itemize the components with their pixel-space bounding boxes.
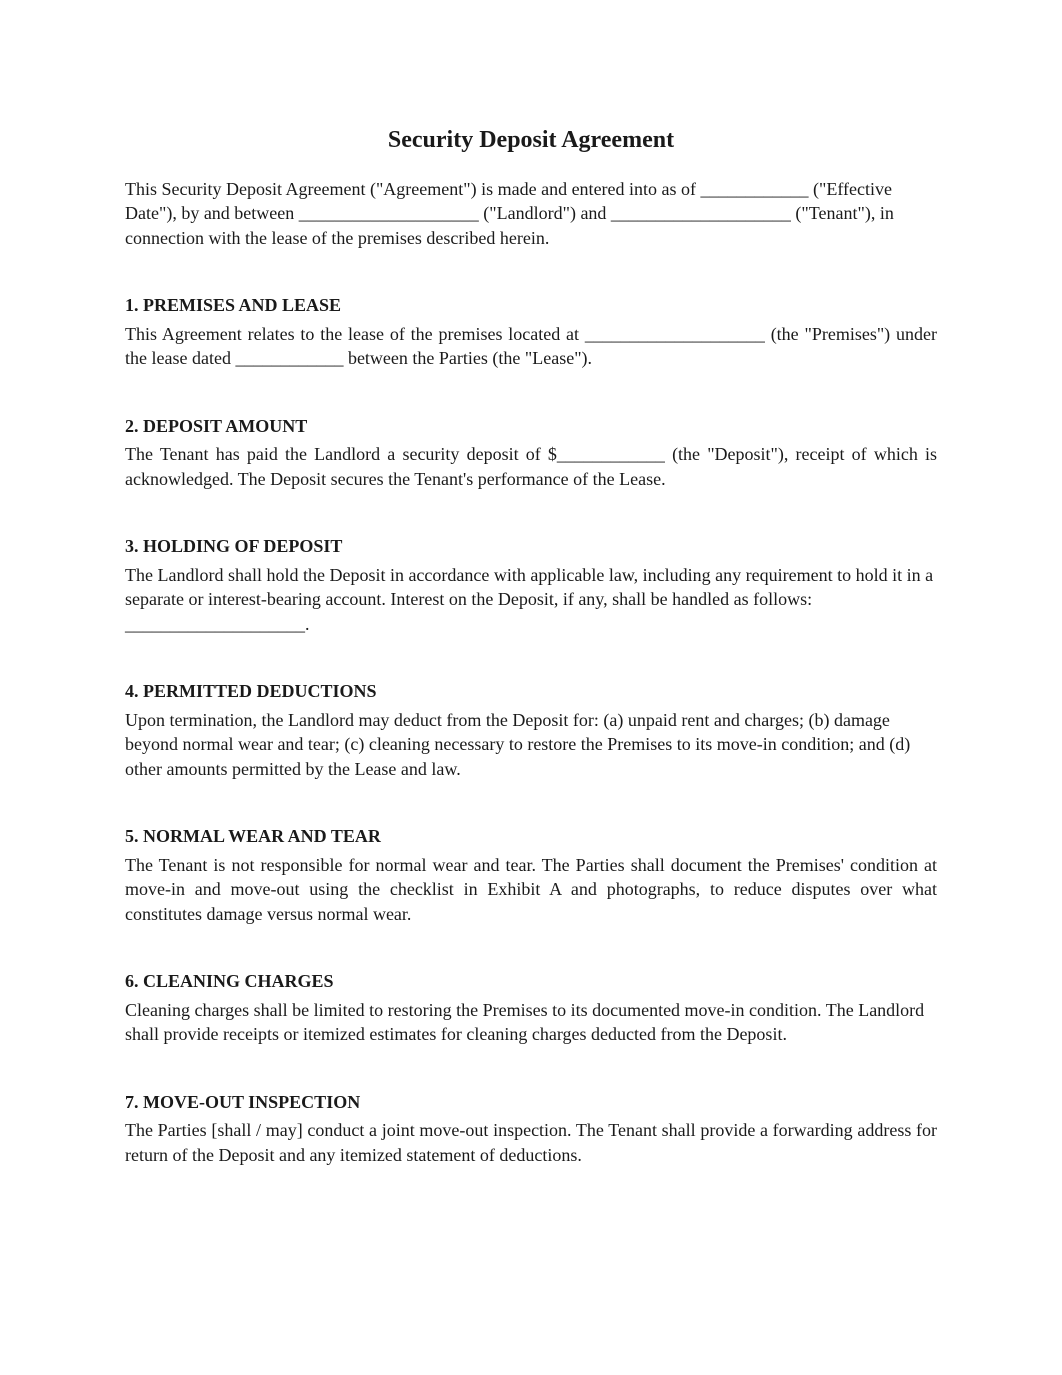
section-move-out-inspection bbox=[125, 1090, 937, 1168]
section-holding-of-deposit bbox=[125, 534, 937, 636]
section-normal-wear-and-tear bbox=[125, 824, 937, 926]
section-heading: 2. DEPOSIT AMOUNT bbox=[125, 415, 308, 436]
section-body: The Tenant is not responsible for normal wear and tear. The Parties shall document the Premises' condition at move-in and move-out using the checklist in Exhibit A and photographs, to reduce disputes over what constitutes damage versus normal wear. bbox=[125, 854, 937, 924]
intro-paragraph: This Security Deposit Agreement ("Agreement") is made and entered into as of ____________ ("Effective Date"), by and between ____________________ ("Landlord") and ____________________ ("Tenant"), in connection with the lease of the premises described herein. bbox=[125, 178, 894, 248]
section-heading: 7. MOVE-OUT INSPECTION bbox=[125, 1091, 361, 1112]
section-heading: 1. PREMISES AND LEASE bbox=[125, 295, 342, 316]
section-heading: 3. HOLDING OF DEPOSIT bbox=[125, 536, 343, 557]
section-heading: 5. NORMAL WEAR AND TEAR bbox=[125, 826, 381, 847]
section-cleaning-charges bbox=[125, 969, 937, 1047]
section-heading: 6. CLEANING CHARGES bbox=[125, 971, 334, 992]
section-body: Upon termination, the Landlord may deduct from the Deposit for: (a) unpaid rent and charges; (b) damage beyond normal wear and tear; (c) cleaning necessary to restore the Premises to its move-in condition; and (d) other amounts permitted by the Lease and law. bbox=[125, 709, 911, 779]
section-body: Cleaning charges shall be limited to restoring the Premises to its documented move-in condition. The Landlord shall provide receipts or itemized estimates for cleaning charges deducted from the Deposit. bbox=[125, 999, 925, 1045]
section-permitted-deductions bbox=[125, 679, 937, 781]
section-body: The Tenant has paid the Landlord a security deposit of $____________ (the "Deposit"), receipt of which is acknowledged. The Deposit secures the Tenant's performance of the Lease. bbox=[125, 444, 937, 489]
section-deposit-amount bbox=[125, 414, 937, 492]
section-heading: 4. PERMITTED DEDUCTIONS bbox=[125, 681, 377, 702]
section-body: This Agreement relates to the lease of the premises located at ____________________ (the "Premises") under the lease dated ____________ between the Parties (the "Lease"). bbox=[125, 323, 937, 369]
section-premises-and-lease bbox=[125, 293, 937, 371]
section-body: The Landlord shall hold the Deposit in accordance with applicable law, including any requirement to hold it in a separate or interest-bearing account. Interest on the Deposit, if any, shall be handled as follows: ____________________. bbox=[125, 564, 934, 634]
document-page bbox=[125, 120, 937, 1167]
section-body: The Parties [shall / may] conduct a joint move-out inspection. The Tenant shall provide a forwarding address for return of the Deposit and any itemized statement of deductions. bbox=[125, 1120, 937, 1165]
document-title: Security Deposit Agreement bbox=[387, 127, 675, 153]
